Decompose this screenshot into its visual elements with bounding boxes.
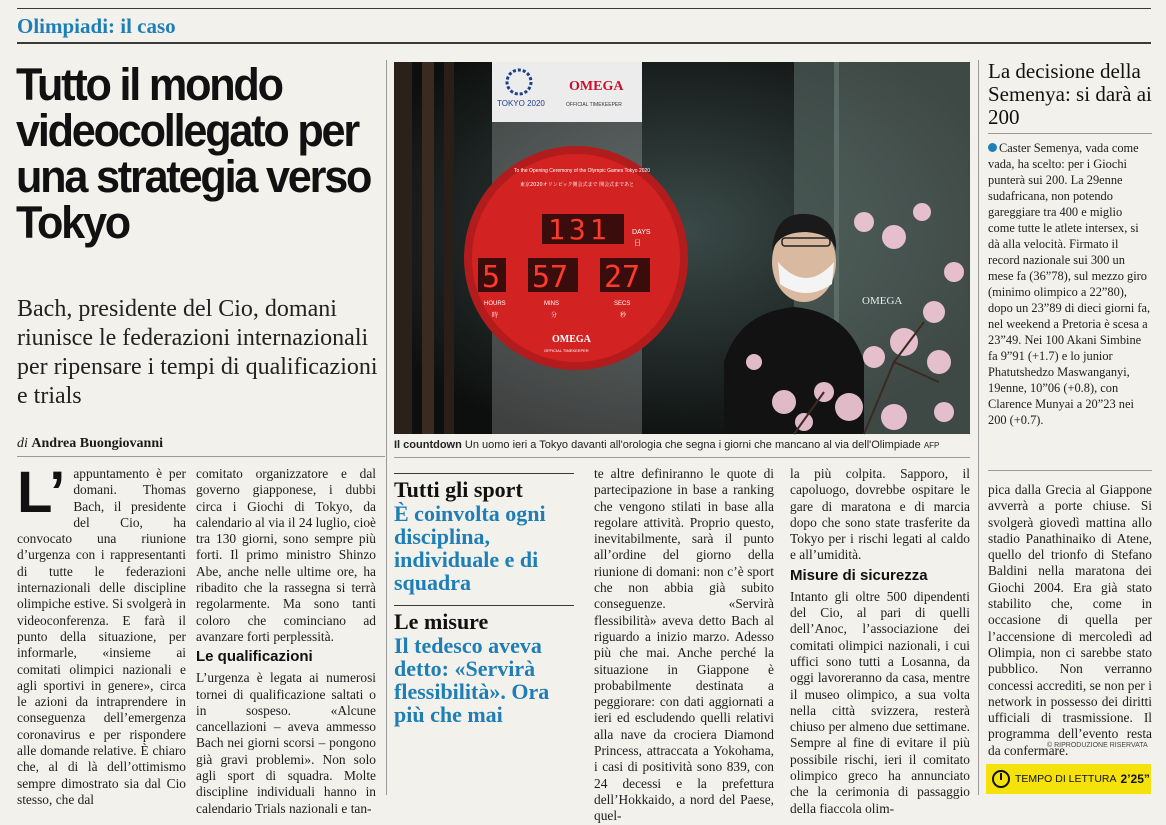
subheadline: Bach, presidente del Cio, domani riunisce le federazioni internazionali per ripensare i tempi di qualificazioni e trials [17, 296, 378, 409]
days-value: 131 [548, 213, 611, 246]
omega-brand: OMEGA [569, 79, 624, 94]
byline [17, 436, 163, 452]
divider-left [386, 60, 387, 795]
headline: Tutto il mondo videocollegato per una strategia verso Tokyo [16, 59, 371, 248]
photo-illustration [394, 62, 970, 434]
body-text-2a: comitato organizzatore e dal governo giapponese, i dubbi circa i Giochi di Tokyo, da calendario al via il 24 luglio, cioè tra 130 giorni, sono sempre più forti. Il primo ministro Shinzo Abe, anche nelle ultime ore, ha ribadito che la rassegna si terrà regolarmente. Ma sono tanti coloro che cominciano ad avanzare forti perplessità. [196, 466, 376, 644]
sidebar-text: Caster Semenya, vada come vada, ha scelto: per i Giochi punterà sui 200. La 29enne sudafricana, non potendo gareggiare tra 400 e miglio come tutte le atlete intersex, si dà alla velocità. Firmato il record nazionale sui 300 un mese fa (36”78), sul mezzo giro (minimo olimpico a 22”80), dopo un 23”89 di dieci giorni fa, nel weekend a Pretoria è scesa a 23”49. Nei 100 Akani Simbine fa 9”91 (+1.7) e lo junior Phatutshedzo Maswanganyi, 19enne, 10”06 (+0.8), con Clarence Munyai a 20”23 nei 200 (+0.7). [988, 141, 1151, 427]
body-column-6 [988, 482, 1152, 759]
divider-right [978, 60, 979, 795]
reading-time-value: 2’25” [1120, 772, 1150, 786]
box2-rule [394, 605, 574, 606]
clock-header-en: To the Opening Ceremony of the Olympic Games Tokyo 2020 [514, 168, 651, 174]
clock-header-jp: 東京2020オリンピック開会式まで 開会式まであと [520, 182, 635, 188]
secs-label: SECS [614, 301, 631, 307]
section-kicker: Olimpiadi: il caso [17, 14, 176, 38]
callout-box-1 [394, 478, 574, 594]
building-brand: OMEGA [862, 295, 903, 307]
caption-credit: AFP [923, 441, 940, 450]
clock-brand-sub: OFFICIAL TIMEKEEPER [544, 348, 589, 353]
mins-jp: 分 [551, 312, 558, 319]
clock-brand: OMEGA [552, 334, 591, 345]
countdown-photo [394, 62, 970, 434]
photo-caption [394, 439, 970, 451]
tokyo-brand: TOKYO 2020 [497, 99, 545, 108]
kicker-rule [17, 42, 1151, 44]
body-column-4 [594, 466, 774, 825]
hours-jp: 時 [492, 312, 499, 319]
top-rule [17, 8, 1151, 9]
callout-text-2: Il tedesco aveva detto: «Servirà flessibilità». Ora più che mai [394, 633, 550, 727]
body-text-6: pica dalla Grecia al Giappone avverrà a porte chiuse. Si svolgerà giovedì mattina allo stadio Panathinaiko di Atene, quello del trionfo di Stefano Baldini nella maratona dei Giochi 2004. Era già stato stabilito che, come in occasione di quella per l’accensione di mercoledì ad Olimpia, non ci sarebbe stato pubblico. Non verranno concessi accrediti, se non per i network in possesso dei diritti ufficiali di trasmissione. Il programma dell’evento resta da confermare. [988, 482, 1152, 758]
callout-title-2: Le misure [394, 609, 489, 634]
callout-text-1: È coinvolta ogni disciplina, individuale e di squadra [394, 501, 546, 595]
days-label: DAYS [632, 229, 651, 236]
sidebar-bottom-rule [988, 470, 1152, 471]
callout-box-2 [394, 610, 574, 726]
days-jp: 日 [634, 239, 641, 247]
body-column-5 [790, 466, 970, 817]
caption-lead: Il countdown [394, 439, 462, 451]
reading-time-badge [986, 764, 1151, 794]
secs-value: 27 [604, 260, 641, 295]
callout-title-1: Tutti gli sport [394, 477, 523, 502]
hours-value: 5 [482, 260, 501, 295]
byline-author: Andrea Buongiovanni [31, 436, 164, 451]
mins-label: MINS [544, 301, 559, 307]
sidebar-body [988, 140, 1152, 428]
clock-icon [992, 770, 1010, 788]
reading-time-label: TEMPO DI LETTURA [1015, 773, 1117, 785]
secs-jp: 秒 [620, 312, 627, 319]
subhead-qualificazioni: Le qualificazioni [196, 648, 313, 666]
dropcap: L’ [17, 460, 66, 525]
omega-brand-sub: OFFICIAL TIMEKEEPER [566, 102, 622, 108]
sidebar-rule [988, 133, 1152, 134]
copyright: © RIPRODUZIONE RISERVATA [1047, 742, 1148, 749]
body-text-5b: Intanto gli oltre 500 dipendenti del Cio, al pari di quelli dell’Anoc, l’associazione dei comitati olimpici nazionali, i cui uffici sono tutti a Losanna, da oggi lavoreranno da casa, mentre il museo olimpico, a sua volta nella città svizzera, resterà chiuso per almeno due settimane. Sempre al fine di evitare il più possibile rischi, ieri il comitato olimpico greco ha annunciato che la cerimonia di passaggio della fiaccola olim- [790, 588, 970, 816]
body-text-4: te altre definiranno le quote di partecipazione in base a ranking che vengono stilati in base alla regolare attività. Proprio questo, inevitabilmente, sarà il punto all’ordine del giorno della riunione di domani: non c’è sport che non abbia già subito conseguenze. «Servirà flessibilità» aveva detto Bach al riguardo a inizio marzo. Adesso più che mai. Anche perché la situazione in Giappone è probabilmente destinata a peggiorare: con dati aggiornati a ieri ed escludendo quelli relativi alla nave da crociera Diamond Princess, attraccata a Yokohama, i casi di positività sono 839, con 24 decessi e la prefettura dell’Hokkaido, a nord del Paese, quel- [594, 466, 774, 824]
byline-rule [17, 456, 385, 457]
body-column-2 [196, 466, 376, 817]
caption-rule [394, 457, 970, 458]
mins-value: 57 [532, 260, 569, 295]
body-text-2b: L’urgenza è legata ai numerosi tornei di qualificazione saltati o in sospeso. «Alcune cancellazioni – aveva ammesso Bach nei giorni scorsi – pongono già gravi problemi». Non solo agli sport di squadra. Molte discipline individuali hanno in calendario Trials nazionali e tan- [196, 670, 376, 816]
hours-label: HOURS [484, 301, 506, 307]
bullet-dot-icon [988, 143, 997, 152]
box1-rule [394, 473, 574, 474]
byline-prefix: di [17, 436, 28, 451]
body-column-1 [17, 460, 186, 808]
body-text-5a: la più colpita. Sapporo, il capoluogo, dovrebbe ospitare le gare di maratona e di marcia dopo che sono state trasferite da Tokyo per i rischi legati al caldo e all’umidità. [790, 466, 970, 563]
subhead-misure: Misure di sicurezza [790, 566, 928, 584]
caption-text: Un uomo ieri a Tokyo davanti all'orologia che segna i giorni che mancano al via dell'Olimpiade [464, 439, 921, 451]
body-text-1: appuntamento è per domani. Thomas Bach, il presidente del Cio, ha convocato una riunione d’urgenza con i rappresentanti di tutte le federazioni internazionali delle discipline olimpiche estive. Si svolgerà in videoconferenza. E farà il punto della situazione, per informarle, «insieme ai comitati olimpici nazionali e agli sportivi in genere», circa le azioni da intraprendere in conseguenza dell’emergenza coronavirus e per rispondere alle domande relative. È chiaro che, al di là dell’ottimismo sempre dimostrato sia dal Cio stesso, che dal [17, 466, 186, 807]
sidebar-title: La decisione della Semenya: si darà ai 200 [988, 59, 1152, 129]
